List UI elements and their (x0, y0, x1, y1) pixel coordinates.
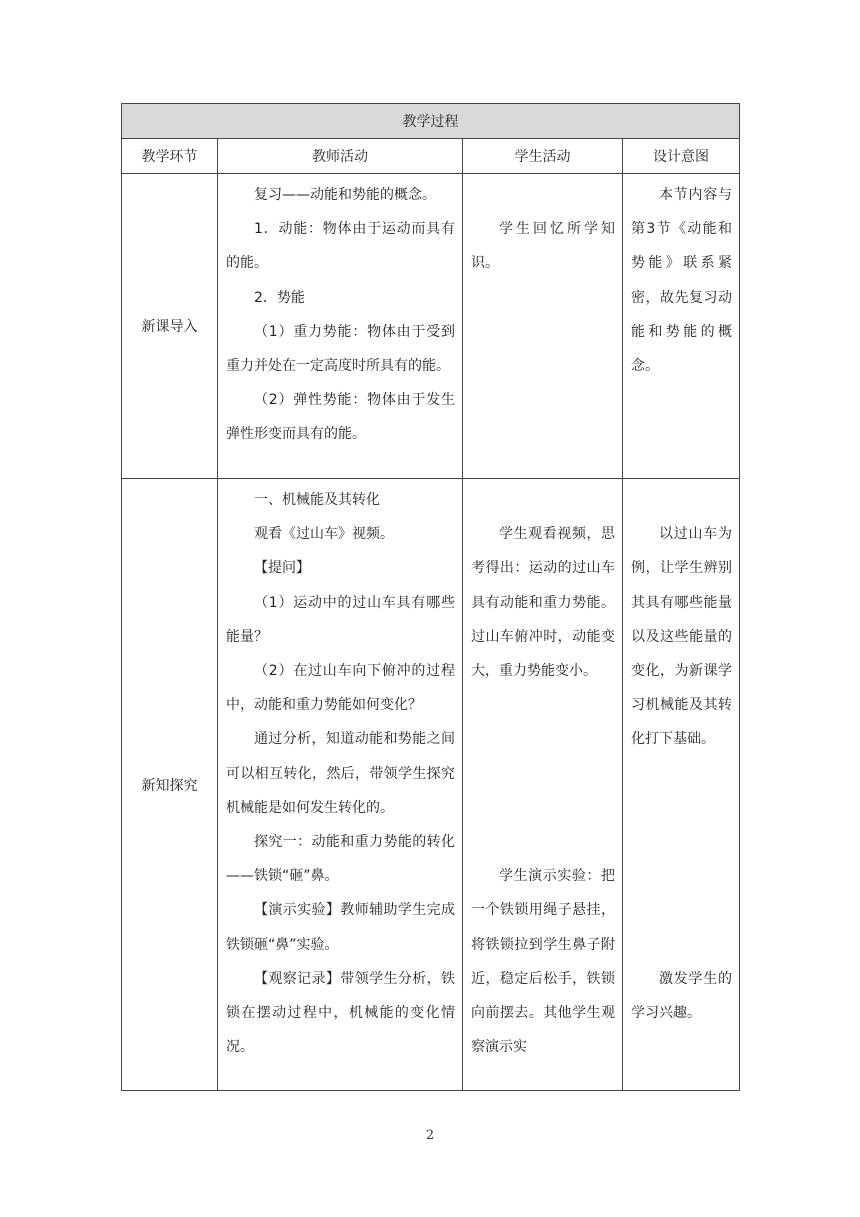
header-student-activity: 学生活动 (463, 139, 623, 174)
header-design-intent: 设计意图 (623, 139, 740, 174)
teacher-activity-cell (218, 479, 463, 1091)
header-stage: 教学环节 (122, 139, 218, 174)
teacher-text: （1）重力势能：物体由于受到重力并处在一定高度时所具有的能。 (226, 323, 455, 375)
intent-text: 本节内容与第3节《动能和势能》联系紧密，故先复习动能和势能的概念。 (631, 187, 732, 375)
stage-cell: 新课导入 (122, 174, 218, 479)
design-intent-cell (623, 174, 740, 479)
student-text: 学生演示实验：把一个铁锁用绳子悬挂，将铁锁拉到学生鼻子附近，稳定后松手，铁锁向前摆去。其他学生观察演示实 (471, 868, 615, 1056)
student-text: 学生观看视频，思考得出：运动的过山车具有动能和重力势能。过山车俯冲时，动能变大，重力势能变小。 (471, 526, 615, 679)
teacher-text: 【演示实验】教师辅助学生完成铁锁砸“鼻”实验。 (226, 902, 455, 953)
table-row (122, 479, 740, 1091)
teacher-text: 通过分析，知道动能和势能之间可以相互转化，然后，带领学生探究机械能是如何发生转化的。 (226, 731, 455, 816)
table-row (122, 174, 740, 479)
teacher-text: 一、机械能及其转化 (254, 492, 380, 508)
stage-cell: 新知探究 (122, 479, 218, 1091)
student-activity-cell (463, 174, 623, 479)
table-title: 教学过程 (122, 104, 740, 139)
teacher-text: 复习——动能和势能的概念。 (254, 187, 436, 203)
student-activity-cell (463, 479, 623, 1091)
teacher-text: 1．动能：物体由于运动而具有的能。 (226, 221, 455, 272)
intent-text: 以过山车为例，让学生辨别其具有哪些能量以及这些能量的变化，为新课学习机械能及其转化打下基础。 (631, 526, 732, 748)
header-row (122, 139, 740, 174)
intent-text: 激发学生的学习兴趣。 (631, 970, 732, 1021)
teacher-text: 探究一：动能和重力势能的转化——铁锁“砸”鼻。 (226, 834, 455, 885)
teacher-text: （2）在过山车向下俯冲的过程中，动能和重力势能如何变化？ (226, 663, 455, 714)
page-number: 2 (425, 1128, 435, 1143)
teacher-text: （2）弹性势能：物体由于发生弹性形变而具有的能。 (226, 392, 455, 443)
header-teacher-activity: 教师活动 (218, 139, 463, 174)
teacher-text: 2．势能 (254, 289, 305, 306)
teacher-activity-cell (218, 174, 463, 479)
teacher-text: 观看《过山车》视频。 (254, 526, 394, 543)
student-text: 学生回忆所学知识。 (471, 221, 615, 272)
table-title-row (122, 104, 740, 139)
teacher-text: （1）运动中的过山车具有哪些能量？ (226, 594, 455, 645)
teacher-text: 【提问】 (254, 560, 310, 577)
teaching-process-table (121, 103, 740, 1091)
design-intent-cell (623, 479, 740, 1091)
teacher-text: 【观察记录】带领学生分析，铁锁在摆动过程中，机械能的变化情况。 (226, 970, 455, 1056)
